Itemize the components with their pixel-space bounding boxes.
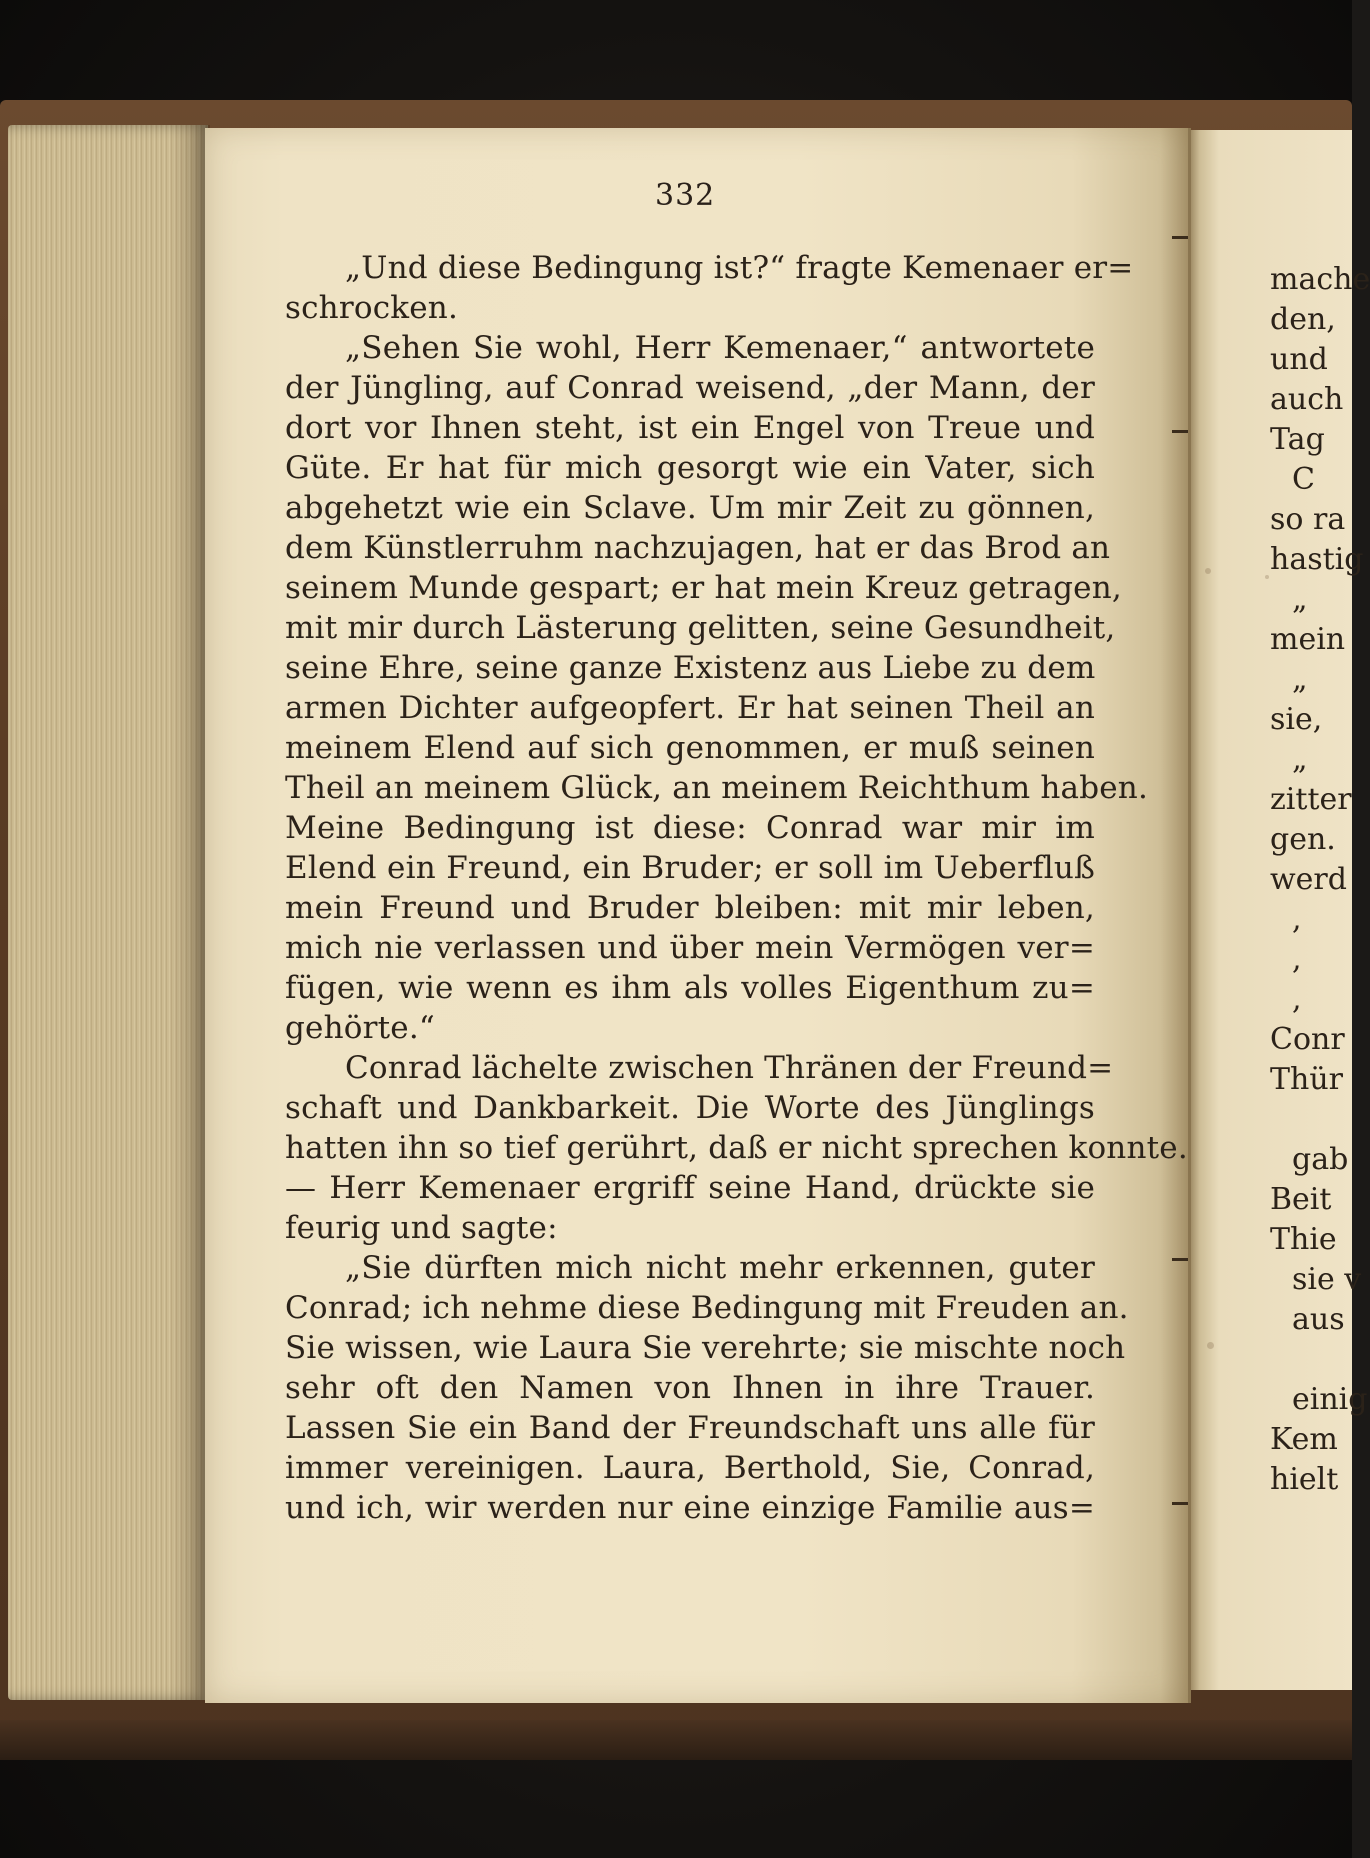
left-page-text [285,248,1188,1528]
text-line: Lassen Sie ein Band der Freundschaft uns alle für [285,1410,1095,1446]
paper-speck [1207,1342,1214,1349]
text-line: schrocken. [285,290,459,326]
right-page-text-line: hielt [1270,1462,1339,1497]
paper-speck [1205,568,1211,574]
right-page-text-line: werd [1270,862,1347,897]
text-line: immer vereinigen. Laura, Berthold, Sie, Conrad, [285,1450,1095,1486]
text-line: hatten ihn so tief gerührt, daß er nicht sprechen konnte. [285,1130,1188,1166]
text-line: Meine Bedingung ist diese: Conrad war mir im [285,810,1095,846]
right-page-text-line: den, [1270,302,1336,337]
right-page-text-line: hastig [1270,542,1364,577]
right-page-text-line: und [1270,342,1328,377]
text-line: und ich, wir werden nur eine einzige Familie aus= [285,1490,1095,1526]
right-page-text-line: zitter [1270,782,1352,817]
right-page-text-line [1270,1340,1352,1380]
book-cover-bottom-edge [0,1720,1352,1760]
text-line: Theil an meinem Glück, an meinem Reichthum haben. [285,770,1149,806]
text-line: Elend ein Freund, ein Bruder; er soll im Ueberfluß [285,850,1095,886]
text-line: gehörte.“ [285,1010,435,1046]
text-line: Conrad; ich nehme diese Bedingung mit Freuden an. [285,1290,1129,1326]
text-line: fügen, wie wenn es ihm als volles Eigenthum zu= [285,970,1095,1006]
right-page-text-line: mein [1270,622,1346,657]
text-line: sehr oft den Namen von Ihnen in ihre Trauer. [285,1370,1095,1406]
right-page-text-line: aus [1292,1302,1345,1337]
binding-stitch [1172,1258,1188,1261]
binding-stitch [1172,430,1188,433]
right-page-text-line: „ [1292,662,1308,697]
binding-stitch [1172,1502,1188,1505]
right-page-text-line: , [1292,902,1302,937]
right-page-text-line [1270,1100,1352,1140]
right-page-text-line: „ [1292,742,1308,777]
right-page-text-line: Kem [1270,1422,1338,1457]
text-line: „Sie dürften mich nicht mehr erkennen, guter [345,1250,1095,1286]
right-page-text-line: Thie [1270,1222,1337,1257]
text-line: schaft und Dankbarkeit. Die Worte des Jünglings [285,1090,1095,1126]
text-line: dem Künstlerruhm nachzujagen, hat er das Brod an [285,530,1111,566]
text-line: — Herr Kemenaer ergriff seine Hand, drückte sie [285,1170,1095,1206]
right-page-text-line: „ [1292,582,1308,617]
text-line: meinem Elend auf sich genommen, er muß seinen [285,730,1095,766]
right-page-text-fragment [1270,260,1370,1500]
right-page-text-line: , [1292,942,1302,977]
right-page-text-line: gab [1292,1142,1349,1177]
page-number-text: 332 [655,178,716,213]
right-page-text-line: Thür [1270,1062,1343,1097]
text-line: mein Freund und Bruder bleiben: mit mir leben, [285,890,1095,926]
text-line: „Und diese Bedingung ist?“ fragte Kemenaer er= [345,250,1134,286]
paper-speck [1265,575,1269,579]
right-page-text-line: gen. [1270,822,1336,857]
text-line: dort vor Ihnen steht, ist ein Engel von Treue und [285,410,1095,446]
text-line: mich nie verlassen und über mein Vermögen ver= [285,930,1095,966]
text-line: Conrad lächelte zwischen Thränen der Freund= [345,1050,1114,1086]
text-line: „Sehen Sie wohl, Herr Kemenaer,“ antwortete [345,330,1095,366]
book-gutter [1188,128,1191,1703]
right-page-text-line: Conr [1270,1022,1345,1057]
right-page-text-line: so ra [1270,502,1346,537]
text-line: Güte. Er hat für mich gesorgt wie ein Vater, sich [285,450,1095,486]
right-page-text-line: einig [1292,1382,1368,1417]
right-page-text-line: auch [1270,382,1344,417]
right-page-text-line: sie v [1292,1262,1362,1297]
text-line: Sie wissen, wie Laura Sie verehrte; sie mischte noch [285,1330,1126,1366]
text-line: abgehetzt wie ein Sclave. Um mir Zeit zu gönnen, [285,490,1095,526]
text-line: feurig und sagte: [285,1210,558,1246]
text-line: der Jüngling, auf Conrad weisend, „der Mann, der [285,370,1095,406]
text-line: mit mir durch Lästerung gelitten, seine Gesundheit, [285,610,1116,646]
right-page-text-line: , [1292,982,1302,1017]
right-page-text-line: C [1292,462,1315,497]
text-line: seine Ehre, seine ganze Existenz aus Liebe zu dem [285,650,1096,686]
binding-stitch [1172,236,1188,239]
right-page-text-line: Beit [1270,1182,1332,1217]
right-page-text-line: Tag [1270,422,1325,457]
text-line: armen Dichter aufgeopfert. Er hat seinen Theil an [285,690,1095,726]
right-page-text-line: sie, [1270,702,1323,737]
page-stack-shadow [170,125,210,1700]
text-line: seinem Munde gespart; er hat mein Kreuz getragen, [285,570,1122,606]
right-page-text-line: mache [1270,262,1370,297]
